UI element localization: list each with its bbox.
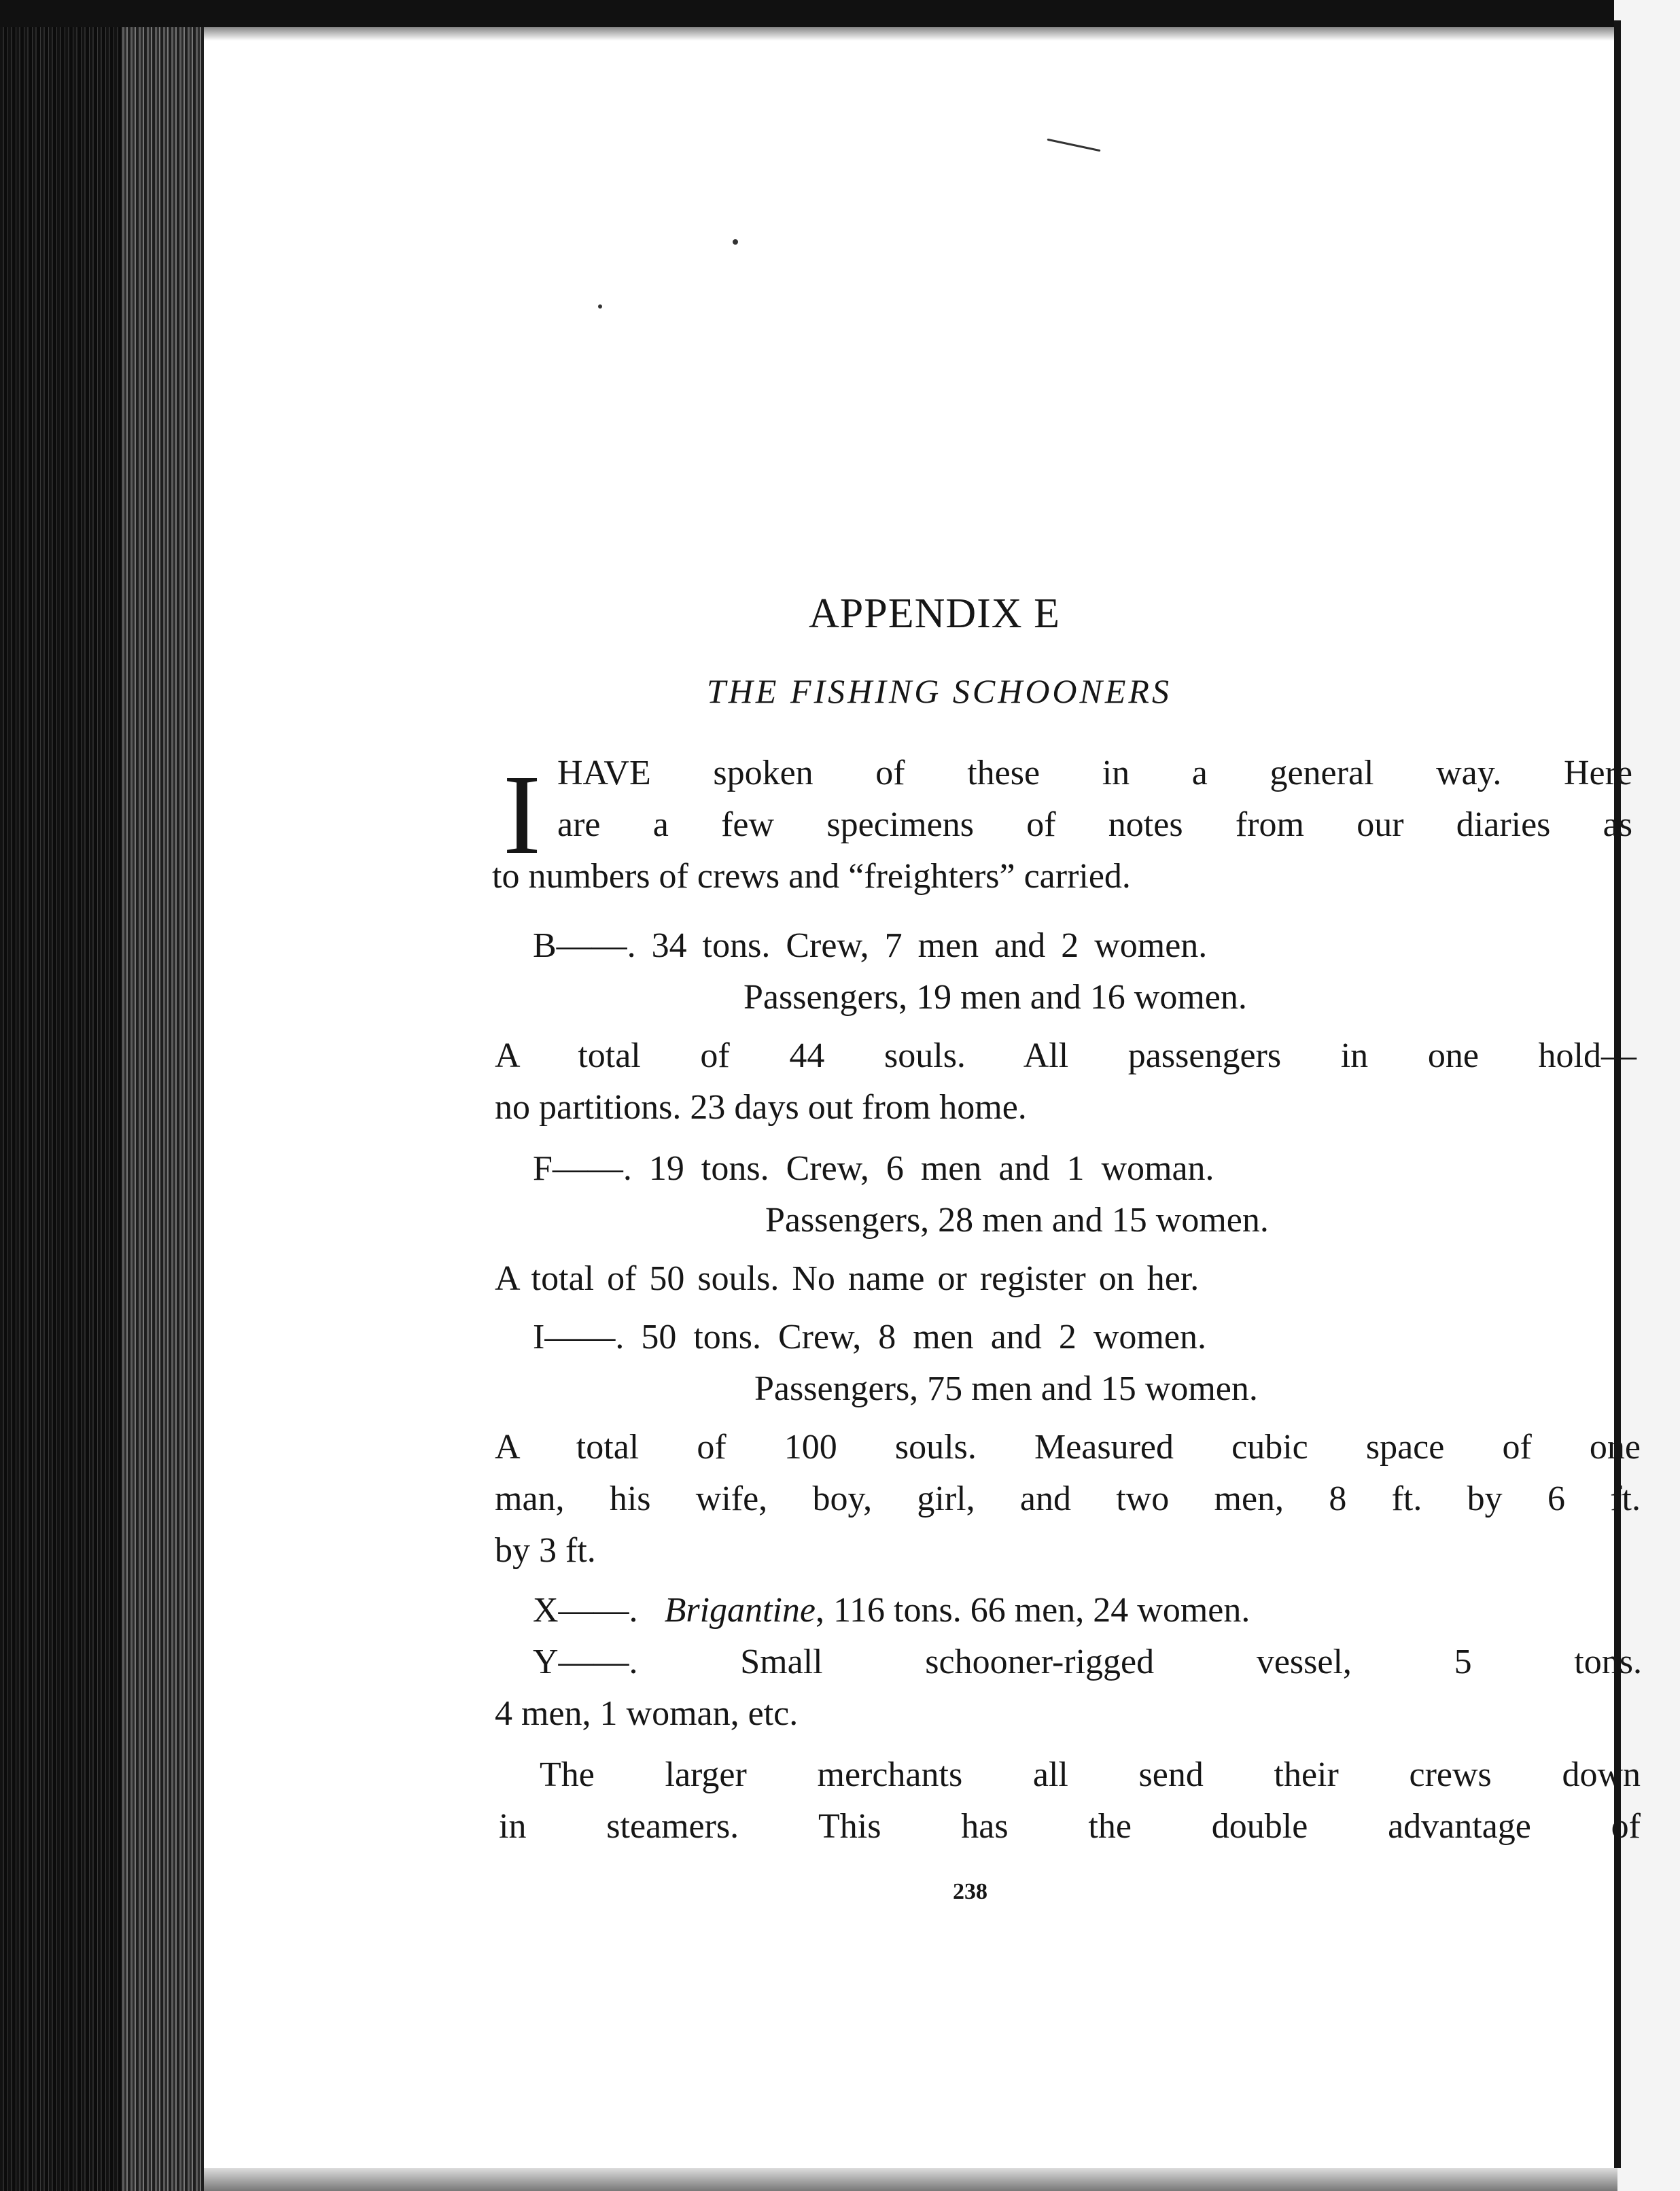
- book-page-edges: [122, 0, 204, 2191]
- facing-page-edge: [1614, 0, 1680, 2191]
- closing-line-1: The larger merchants all send their crews down: [540, 1755, 1641, 1794]
- entry-f-line-1: F——. 19 tons. Crew, 6 men and 1 woman.: [533, 1149, 1214, 1188]
- intro-line-2: are a few specimens of notes from our diaries as: [557, 805, 1632, 844]
- entry-b-line-1: B——. 34 tons. Crew, 7 men and 2 women.: [533, 926, 1208, 965]
- entry-x-details: , 116 tons. 66 men, 24 women.: [815, 1591, 1250, 1630]
- entry-b-line-2: Passengers, 19 men and 16 women.: [743, 978, 1247, 1017]
- closing-line-2: in steamers. This has the double advantage of: [499, 1807, 1641, 1846]
- intro-line-3: to numbers of crews and “freighters” carried.: [492, 857, 1131, 896]
- entry-i-line-2: Passengers, 75 men and 15 women.: [754, 1369, 1258, 1408]
- entry-y-line-2: 4 men, 1 woman, etc.: [495, 1694, 799, 1733]
- vessel-type: Brigantine: [664, 1591, 816, 1630]
- page-number: 238: [953, 1879, 987, 1904]
- entry-b-note-1: A total of 44 souls. All passengers in one hold—: [495, 1036, 1637, 1075]
- entry-b-note-2: no partitions. 23 days out from home.: [495, 1088, 1027, 1127]
- book-page: [204, 27, 1642, 2168]
- scan-top-border: [0, 0, 1680, 27]
- paper-speck: [1047, 139, 1101, 152]
- appendix-title: APPENDIX E: [809, 591, 1060, 637]
- paper-speck: [733, 239, 738, 245]
- entry-i-note-2: man, his wife, boy, girl, and two men, 8 ft. by 6 ft.: [495, 1479, 1641, 1518]
- entry-x-line: [533, 1590, 1250, 1630]
- entry-i-note-3: by 3 ft.: [495, 1531, 596, 1570]
- entry-i-line-1: I——. 50 tons. Crew, 8 men and 2 women.: [533, 1318, 1206, 1356]
- appendix-subtitle: THE FISHING SCHOONERS: [707, 672, 1172, 710]
- entry-x-prefix: X——.: [533, 1591, 638, 1630]
- page-bottom-shadow: [204, 2168, 1617, 2191]
- entry-f-note-1: A total of 50 souls. No name or register on her.: [495, 1259, 1200, 1298]
- drop-cap: I: [503, 752, 541, 878]
- entry-f-line-2: Passengers, 28 men and 15 women.: [765, 1201, 1269, 1240]
- intro-line-1: HAVE spoken of these in a general way. Here: [557, 754, 1632, 792]
- entry-y-line-1: Y——. Small schooner-rigged vessel, 5 tons.: [533, 1643, 1642, 1681]
- paper-speck: [598, 304, 602, 309]
- entry-i-note-1: A total of 100 souls. Measured cubic space of one: [495, 1428, 1641, 1467]
